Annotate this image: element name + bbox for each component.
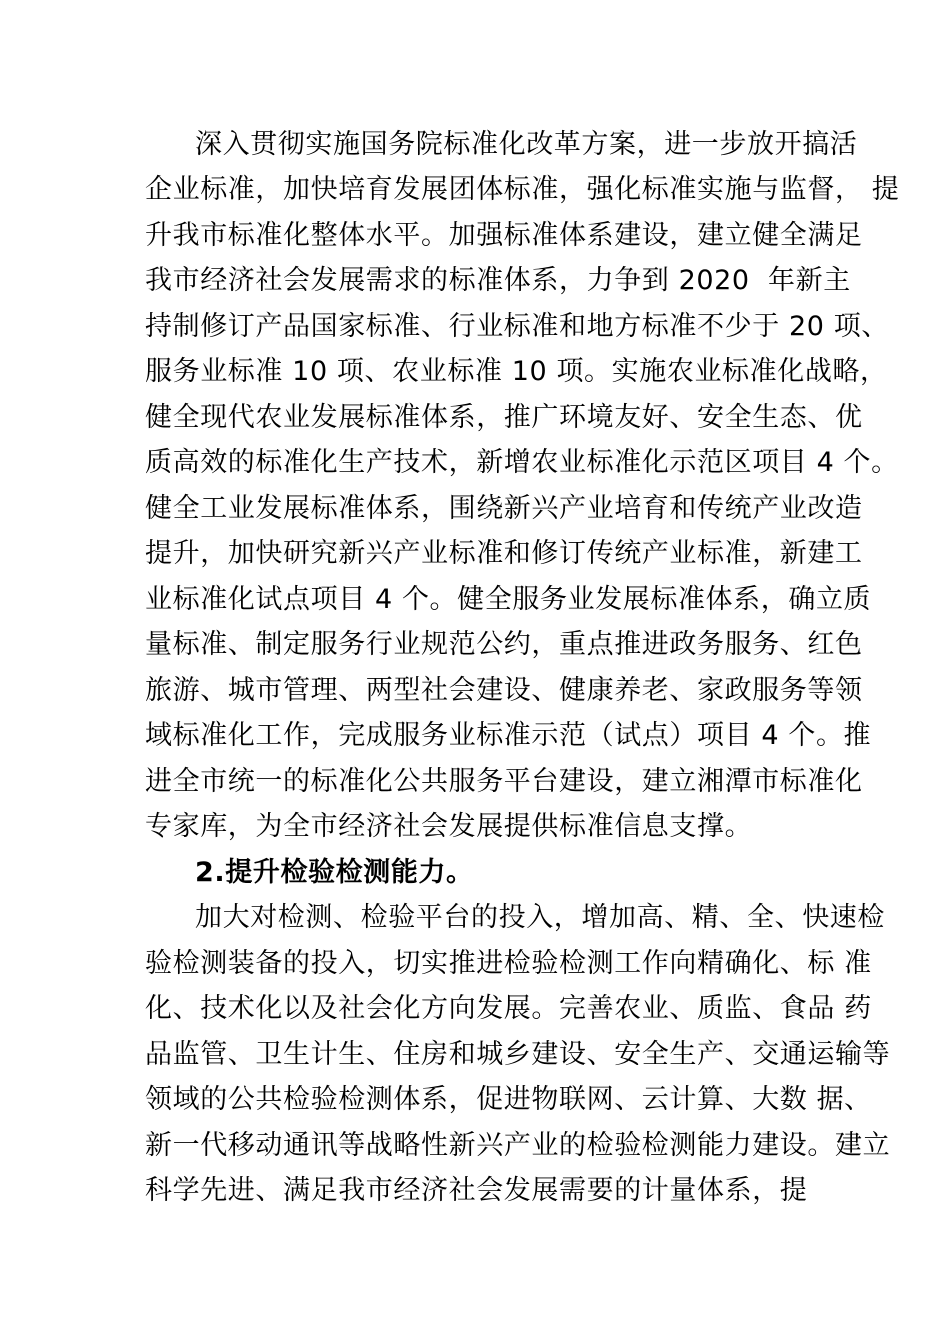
paragraph-2-line-1: 加大对检测、检验平台的投入，增加高、精、全、快速检 (195, 902, 885, 933)
paragraph-1-line-3: 升我市标准化整体水平。加强标准体系建设，建立健全满足 (145, 220, 863, 251)
paragraph-1-line-14: 域标准化工作，完成服务业标准示范（试点）项目 4 个。推 (145, 720, 872, 751)
paragraph-2-line-4: 品监管、卫生计生、住房和城乡建设、安全生产、交通运输等 (145, 1039, 891, 1070)
paragraph-1-line-10: 提升，加快研究新兴产业标准和修订传统产业标准，新建工 (145, 538, 863, 569)
paragraph-1-line-2: 企业标准，加快培育发展团体标准，强化标准实施与监督， 提 (145, 174, 900, 205)
paragraph-1-line-8: 质高效的标准化生产技术，新增农业标准化示范区项目 4 个。 (145, 447, 899, 478)
paragraph-1-line-13: 旅游、城市管理、两型社会建设、健康养老、家政服务等领 (145, 675, 863, 706)
paragraph-1-line-11: 业标准化试点项目 4 个。健全服务业发展标准体系，确立质 (145, 584, 872, 615)
paragraph-1-line-9: 健全工业发展标准体系，围绕新兴产业培育和传统产业改造 (145, 493, 863, 524)
paragraph-1-line-6: 服务业标准 10 项、农业标准 10 项。实施农业标准化战略， (145, 356, 888, 387)
paragraph-1-line-12: 量标准、制定服务行业规范公约，重点推进政务服务、红色 (145, 629, 863, 660)
paragraph-2-line-5: 领域的公共检验检测体系，促进物联网、云计算、大数 据、 (145, 1084, 872, 1115)
paragraph-1-line-5: 持制修订产品国家标准、行业标准和地方标准不少于 20 项、 (145, 311, 889, 342)
paragraph-2-line-3: 化、技术化以及社会化方向发展。完善农业、质监、食品 药 (145, 993, 872, 1024)
paragraph-2-line-2: 验检测装备的投入，切实推进检验检测工作向精确化、标 准 (145, 948, 872, 979)
paragraph-1-line-16: 专家库，为全市经济社会发展提供标准信息支撑。 (145, 811, 753, 842)
paragraph-1-line-4: 我市经济社会发展需求的标准体系，力争到 2020 年新主 (145, 265, 851, 296)
paragraph-1-line-1: 深入贯彻实施国务院标准化改革方案，进一步放开搞活 (195, 129, 858, 160)
paragraph-1-line-7: 健全现代农业发展标准体系，推广环境友好、安全生态、优 (145, 402, 863, 433)
paragraph-1-line-15: 进全市统一的标准化公共服务平台建设，建立湘潭市标准化 (145, 766, 863, 797)
paragraph-2-line-6: 新一代移动通讯等战略性新兴产业的检验检测能力建设。建立 (145, 1130, 891, 1161)
paragraph-2-line-7: 科学先进、满足我市经济社会发展需要的计量体系，提 (145, 1175, 808, 1206)
section-heading: 2.提升检验检测能力。 (195, 857, 474, 888)
